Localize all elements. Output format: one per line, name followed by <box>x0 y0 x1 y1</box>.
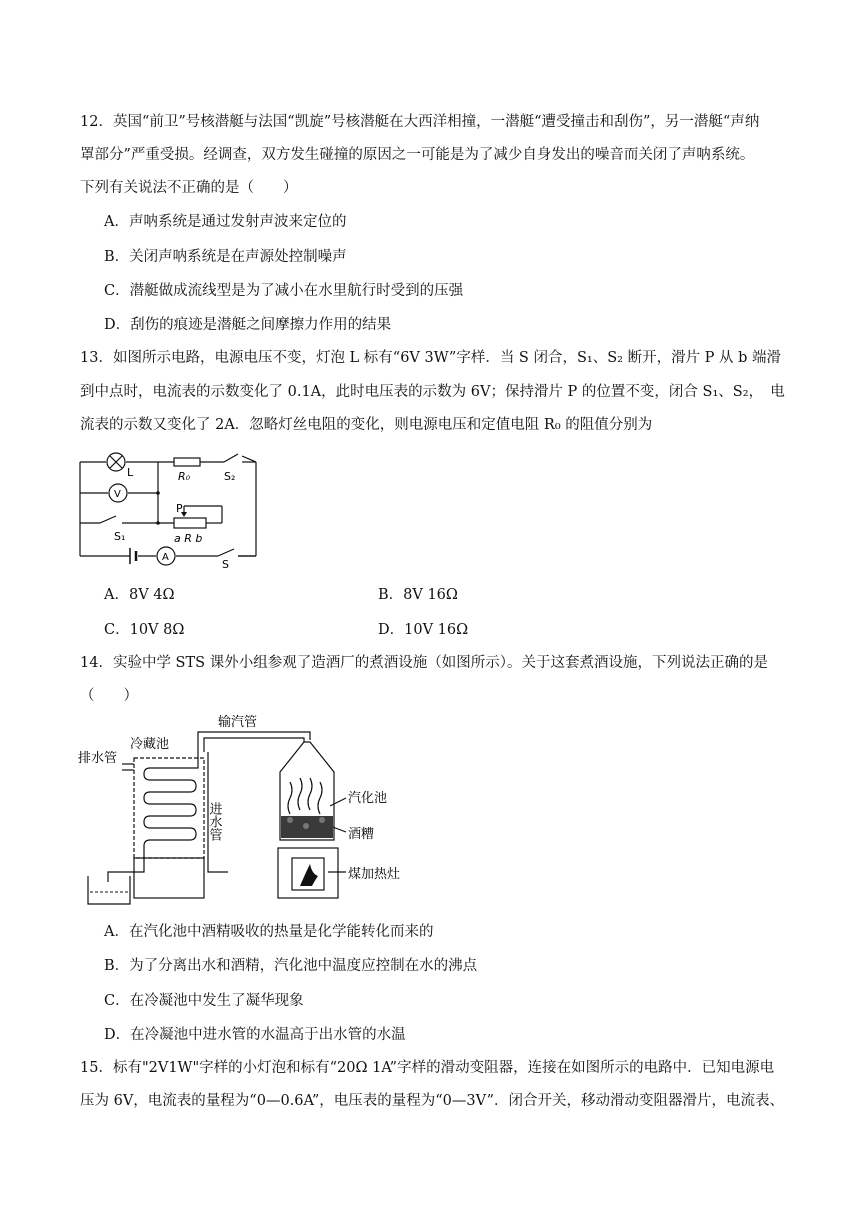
rheostat-label: a R b <box>174 532 203 545</box>
q13-line-1: 13．如图所示电路，电源电压不变，灯泡 L 标有“6V 3W”字样．当 S 闭合，S₁、S₂ 断开，滑片 P 从 b 端滑 <box>80 350 782 366</box>
grains-label: 酒糟 <box>348 827 375 842</box>
q13-line-2: 到中点时，电流表的示数变化了 0.1A，此时电压表的示数为 6V；保持滑片 P 的位置不变，闭合 S₁、S₂， 电 <box>80 384 785 400</box>
q12-option-b: B．关闭声呐系统是在声源处控制噪声 <box>104 249 347 265</box>
q14-line-2: （ ） <box>80 688 138 704</box>
q12-option-a: A．声呐系统是通过发射声波来定位的 <box>104 214 347 230</box>
q14-option-c: C．在冷凝池中发生了凝华现象 <box>104 993 304 1009</box>
inlet-pipe-label: 进水管 <box>206 802 222 841</box>
steam-pipe-label: 输汽管 <box>218 715 258 730</box>
q12-line-1: 12．英国“前卫”号核潜艇与法国“凯旋”号核潜艇在大西洋相撞，一潜艇“遭受撞击和刮伤”，另一潜艇“声纳 <box>80 114 760 130</box>
q12-line-2: 罩部分”严重受损。经调查，双方发生碰撞的原因之一可能是为了减少自身发出的噪音而关闭了声呐系统。 <box>80 147 755 163</box>
q13-option-a: A．8V 4Ω <box>104 587 175 603</box>
switch1-label: S₁ <box>114 530 126 543</box>
ammeter-label: A <box>162 552 169 563</box>
q14-option-d: D．在冷凝池中进水管的水温高于出水管的水温 <box>104 1027 406 1043</box>
cold-pool-label: 冷藏池 <box>130 737 170 752</box>
q13-option-d: D．10V 16Ω <box>378 622 469 638</box>
drain-pipe-label: 排水管 <box>78 751 118 766</box>
lamp-label: L <box>127 466 134 479</box>
switch2-label: S₂ <box>224 470 236 483</box>
q12-line-3: 下列有关说法不正确的是（ ） <box>80 180 298 196</box>
q15-line-1: 15．标有"2V1W"字样的小灯泡和标有“20Ω 1A”字样的滑动变阻器，连接在如图所示的电路中．已知电源电 <box>80 1060 775 1076</box>
slider-label: P <box>176 502 183 515</box>
switch-label: S <box>222 558 229 571</box>
q13-option-b: B．8V 16Ω <box>378 587 458 603</box>
q13-line-3: 流表的示数又变化了 2A．忽略灯丝电阻的变化，则电源电压和定值电阻 R₀ 的阻值分别为 <box>80 417 653 433</box>
distillery-diagram <box>78 712 401 910</box>
circuit-diagram <box>78 450 268 570</box>
voltmeter-label: V <box>114 489 121 500</box>
q13-option-c: C．10V 8Ω <box>104 622 185 638</box>
q12-option-d: D．刮伤的痕迹是潜艇之间摩擦力作用的结果 <box>104 317 392 333</box>
resistor-label: R₀ <box>178 470 191 483</box>
stove-label: 煤加热灶 <box>348 867 401 882</box>
q14-line-1: 14．实验中学 STS 课外小组参观了造酒厂的煮酒设施（如图所示）。关于这套煮酒设施，下列说法正确的是 <box>80 655 768 671</box>
q14-option-b: B．为了分离出水和酒精，汽化池中温度应控制在水的沸点 <box>104 958 478 974</box>
q15-line-2: 压为 6V，电流表的量程为“0—0.6A”，电压表的量程为“0—3V”．闭合开关，移动滑动变阻器滑片，电流表、 <box>80 1093 785 1109</box>
vapor-pool-label: 汽化池 <box>348 791 388 806</box>
q14-option-a: A．在汽化池中酒精吸收的热量是化学能转化而来的 <box>104 924 434 940</box>
q12-option-c: C．潜艇做成流线型是为了减小在水里航行时受到的压强 <box>104 283 464 299</box>
